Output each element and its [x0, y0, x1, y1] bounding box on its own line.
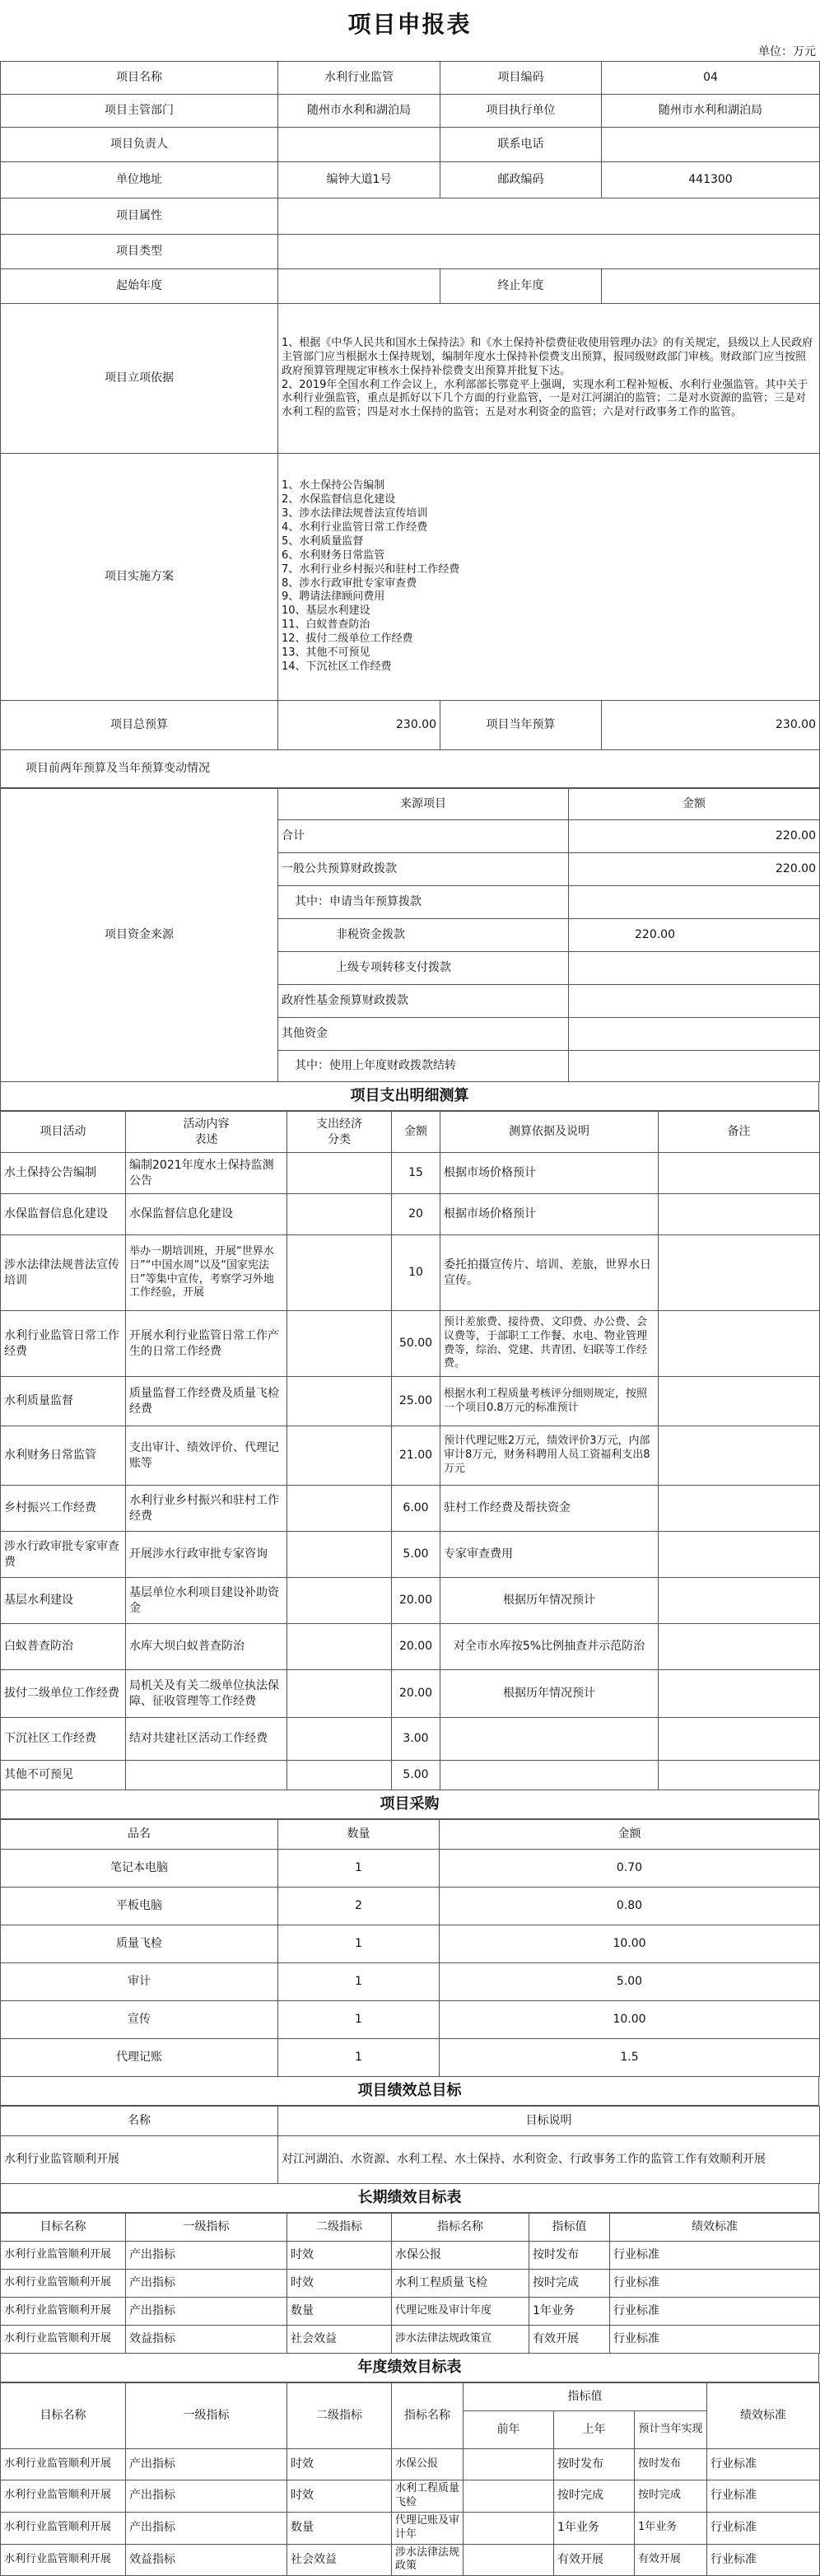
expense-activity: 基层水利建设 — [1, 1578, 126, 1624]
annual-std: 行业标准 — [707, 2544, 820, 2576]
expense-class — [287, 1624, 392, 1670]
annual-std: 行业标准 — [707, 2512, 820, 2544]
expense-class — [287, 1194, 392, 1235]
expense-basis — [440, 1761, 659, 1790]
expense-desc: 支出审计、绩效评价、代理记账等 — [126, 1426, 287, 1486]
overall-goal-header-desc: 目标说明 — [278, 2107, 820, 2136]
long-term-header-l2: 二级指标 — [287, 2214, 392, 2242]
funding-table — [0, 788, 820, 1082]
procurement-qty: 1 — [278, 2001, 440, 2039]
funding-row-amount: 220.00 — [569, 853, 820, 886]
annual-header-l2: 二级指标 — [287, 2383, 392, 2449]
table-row — [1, 2544, 820, 2576]
expense-activity: 白蚁普查防治 — [1, 1624, 126, 1670]
long-term-table — [0, 2213, 820, 2354]
annual-header-std: 绩效标准 — [707, 2383, 820, 2449]
long-term-ind: 水保公报 — [392, 2242, 529, 2270]
long-term-header-l1: 一级指标 — [126, 2214, 287, 2242]
annual-cur: 有效开展 — [635, 2544, 707, 2576]
annual-last: 有效开展 — [554, 2544, 635, 2576]
funding-row-name: 其中：申请当年预算拨款 — [278, 886, 569, 919]
procurement-table — [0, 1819, 820, 2077]
procurement-name: 宣传 — [1, 2001, 278, 2039]
table-row — [1, 1377, 820, 1426]
funding-row-amount — [569, 886, 820, 919]
funding-row-amount: 220.00 — [569, 919, 820, 952]
long-term-val: 按时完成 — [529, 2270, 610, 2298]
project-name-label: 项目名称 — [1, 62, 278, 95]
annual-table — [0, 2382, 820, 2576]
long-term-val: 按时发布 — [529, 2242, 610, 2270]
expense-note — [659, 1311, 820, 1377]
long-term-goal: 水利行业监管顺利开展 — [1, 2242, 126, 2270]
annual-last: 按时发布 — [554, 2449, 635, 2480]
expense-note — [659, 1377, 820, 1426]
procurement-header-amount: 金额 — [440, 1820, 820, 1850]
attr-label: 项目属性 — [1, 198, 278, 235]
expense-basis: 预计代理记账2万元，绩效评价3万元，内部审计8万元，财务科聘用人员工资福利支出8万元 — [440, 1426, 659, 1486]
procurement-amount: 10.00 — [440, 1925, 820, 1963]
table-row — [1, 2449, 820, 2480]
annual-header-ind: 指标名称 — [392, 2383, 464, 2449]
annual-last: 按时完成 — [554, 2480, 635, 2513]
expense-basis: 预计差旅费、接待费、文印费、办公费、会议费等，于部职工工作餐、水电、物业管理费等，综治、党建、共青团、妇联等工作经费。 — [440, 1311, 659, 1377]
expense-amount: 6.00 — [392, 1486, 440, 1532]
attr-value — [278, 198, 820, 235]
table-row — [1, 2242, 820, 2270]
long-term-goal: 水利行业监管顺利开展 — [1, 2326, 126, 2354]
procurement-name: 平板电脑 — [1, 1888, 278, 1925]
expense-note — [659, 1624, 820, 1670]
expense-activity: 下沉社区工作经费 — [1, 1718, 126, 1761]
expense-basis: 根据市场价格预计 — [440, 1194, 659, 1235]
plan-text: 1、水土保持公告编制 2、水保监督信息化建设 3、涉水法律法规普法宣传培训 4、水利行业监管日常工作经费 5、水利质量监督 6、水利财务日常监管 7、水利行业乡村振兴和驻村工作经费 8、涉水行政审批专家审查费 9、聘请法律顾问费用 10、基层水利建设 11、白蚁普查防治 12、拔付二级单位工作经费 13、其他不可预见 14、下沉社区工作经费 — [278, 454, 820, 701]
table-row — [1, 2270, 820, 2298]
procurement-name: 代理记账 — [1, 2039, 278, 2077]
expense-class — [287, 1670, 392, 1718]
long-term-l2: 社会效益 — [287, 2326, 392, 2354]
expense-note — [659, 1153, 820, 1194]
expense-header-class: 支出经济 分类 — [287, 1112, 392, 1153]
expense-basis: 委托拍摄宣传片、培训、差旅，世界水日宣传。 — [440, 1235, 659, 1311]
expense-basis: 驻村工作经费及帮扶资金 — [440, 1486, 659, 1532]
expense-desc: 水库大坝白蚁普查防治 — [126, 1624, 287, 1670]
expense-header-desc: 活动内容 表述 — [126, 1112, 287, 1153]
page-title: 项目申报表 — [347, 11, 472, 38]
long-term-goal: 水利行业监管顺利开展 — [1, 2298, 126, 2326]
funding-row-amount — [569, 952, 820, 985]
procurement-amount: 0.70 — [440, 1850, 820, 1888]
long-term-l1: 产出指标 — [126, 2298, 287, 2326]
long-term-ind: 涉水法律法规政策宣 — [392, 2326, 529, 2354]
amount-header: 金额 — [569, 789, 820, 820]
expense-desc: 举办一期培训班，开展“世界水日”“中国水周”以及“国家宪法日”等集中宣传，考察学习外地工作经验，开展 — [126, 1235, 287, 1311]
long-term-std: 行业标准 — [610, 2270, 820, 2298]
expense-desc: 开展涉水行政审批专家咨询 — [126, 1532, 287, 1578]
project-name-value: 水利行业监管 — [278, 62, 440, 95]
procurement-name: 质量飞检 — [1, 1925, 278, 1963]
procurement-qty: 1 — [278, 1850, 440, 1888]
procurement-amount: 10.00 — [440, 2001, 820, 2039]
annual-ind: 水保公报 — [392, 2449, 464, 2480]
annual-std: 行业标准 — [707, 2449, 820, 2480]
expense-desc: 结对共建社区活动工作经费 — [126, 1718, 287, 1761]
expense-amount: 20.00 — [392, 1670, 440, 1718]
annual-goal: 水利行业监管顺利开展 — [1, 2449, 126, 2480]
annual-cur: 按时发布 — [635, 2449, 707, 2480]
annual-goal: 水利行业监管顺利开展 — [1, 2512, 126, 2544]
table-row — [1, 1850, 820, 1888]
funding-row-name: 其他资金 — [278, 1018, 569, 1051]
expense-desc: 水保监督信息化建设 — [126, 1194, 287, 1235]
long-term-l2: 数量 — [287, 2298, 392, 2326]
table-row — [1, 1718, 820, 1761]
long-term-l2: 时效 — [287, 2242, 392, 2270]
annual-goal: 水利行业监管顺利开展 — [1, 2480, 126, 2513]
long-term-l2: 时效 — [287, 2270, 392, 2298]
exec-label: 项目执行单位 — [440, 95, 602, 128]
total-budget-value: 230.00 — [278, 701, 440, 750]
procurement-amount: 5.00 — [440, 1963, 820, 2001]
expense-desc: 水利行业乡村振兴和驻村工作经费 — [126, 1486, 287, 1532]
expense-header-activity: 项目活动 — [1, 1112, 126, 1153]
expense-basis: 对全市水库按5%比例抽查并示范防治 — [440, 1624, 659, 1670]
expense-class — [287, 1311, 392, 1377]
annual-header-last: 上年 — [554, 2411, 635, 2449]
procurement-header-qty: 数量 — [278, 1820, 440, 1850]
table-row — [1, 1532, 820, 1578]
expense-note — [659, 1194, 820, 1235]
procurement-qty: 1 — [278, 1925, 440, 1963]
annual-header-cur: 预计当年实现 — [635, 2411, 707, 2449]
procurement-section-title: 项目采购 — [0, 1790, 819, 1819]
expense-amount: 21.00 — [392, 1426, 440, 1486]
expense-class — [287, 1235, 392, 1311]
long-term-std: 行业标准 — [610, 2242, 820, 2270]
table-row — [1, 1670, 820, 1718]
table-row — [1, 2039, 820, 2077]
funding-row-amount: 220.00 — [569, 820, 820, 853]
expense-header-amount: 金额 — [392, 1112, 440, 1153]
table-row — [1, 2512, 820, 2544]
basic-info-table — [0, 61, 820, 788]
expense-amount: 5.00 — [392, 1532, 440, 1578]
overall-goal-desc: 对江河湖泊、水资源、水利工程、水土保持、水利资金、行政事务工作的监管工作有效顺利开展 — [278, 2136, 820, 2184]
phone-value — [602, 128, 820, 162]
long-term-std: 行业标准 — [610, 2298, 820, 2326]
expense-desc: 开展水利行业监管日常工作产生的日常工作经费 — [126, 1311, 287, 1377]
long-term-l1: 产出指标 — [126, 2270, 287, 2298]
dept-value: 随州市水利和湖泊局 — [278, 95, 440, 128]
expense-basis — [440, 1718, 659, 1761]
overall-goal-header-name: 名称 — [1, 2107, 278, 2136]
annual-l1: 产出指标 — [126, 2512, 287, 2544]
annual-prev — [464, 2512, 554, 2544]
expense-class — [287, 1377, 392, 1426]
address-value: 编钟大道1号 — [278, 162, 440, 198]
annual-l1: 产出指标 — [126, 2449, 287, 2480]
long-term-section-title: 长期绩效目标表 — [0, 2184, 819, 2213]
procurement-qty: 1 — [278, 2039, 440, 2077]
expense-note — [659, 1718, 820, 1761]
address-label: 单位地址 — [1, 162, 278, 198]
end-year-value — [602, 269, 820, 304]
expense-amount: 15 — [392, 1153, 440, 1194]
start-year-label: 起始年度 — [1, 269, 278, 304]
expense-header-basis: 测算依据及说明 — [440, 1112, 659, 1153]
expense-desc: 局机关及有关二级单位执法保障、征收管理等工作经费 — [126, 1670, 287, 1718]
table-row — [1, 1963, 820, 2001]
annual-ind: 涉水法律法规政策 — [392, 2544, 464, 2576]
annual-header-goal: 目标名称 — [1, 2383, 126, 2449]
annual-ind: 代理记账及审计年 — [392, 2512, 464, 2544]
expense-activity: 其他不可预见 — [1, 1761, 126, 1790]
annual-section-title: 年度绩效目标表 — [0, 2354, 819, 2382]
type-label: 项目类型 — [1, 235, 278, 269]
annual-l2: 时效 — [287, 2480, 392, 2513]
end-year-label: 终止年度 — [440, 269, 602, 304]
table-row — [1, 1153, 820, 1194]
expense-note — [659, 1670, 820, 1718]
annual-l1: 效益指标 — [126, 2544, 287, 2576]
expense-amount: 20.00 — [392, 1624, 440, 1670]
table-row — [1, 1925, 820, 1963]
expense-basis: 根据历年情况预计 — [440, 1670, 659, 1718]
long-term-l1: 效益指标 — [126, 2326, 287, 2354]
overall-goal-section-title: 项目绩效总目标 — [0, 2077, 819, 2106]
long-term-header-ind: 指标名称 — [392, 2214, 529, 2242]
annual-l2: 时效 — [287, 2449, 392, 2480]
project-code-label: 项目编码 — [440, 62, 602, 95]
annual-header-prev: 前年 — [464, 2411, 554, 2449]
expense-amount: 5.00 — [392, 1761, 440, 1790]
expense-activity: 拔付二级单位工作经费 — [1, 1670, 126, 1718]
long-term-header-val: 指标值 — [529, 2214, 610, 2242]
expense-amount: 20 — [392, 1194, 440, 1235]
procurement-header-name: 品名 — [1, 1820, 278, 1850]
expense-activity: 水利财务日常监管 — [1, 1426, 126, 1486]
long-term-std: 行业标准 — [610, 2326, 820, 2354]
long-term-l1: 产出指标 — [126, 2242, 287, 2270]
expense-note — [659, 1761, 820, 1790]
expense-basis: 根据历年情况预计 — [440, 1578, 659, 1624]
expense-note — [659, 1486, 820, 1532]
table-row — [1, 1311, 820, 1377]
expense-amount: 25.00 — [392, 1377, 440, 1426]
expense-note — [659, 1426, 820, 1486]
expense-activity: 水利行业监管日常工作经费 — [1, 1311, 126, 1377]
annual-header-val: 指标值 — [464, 2383, 707, 2411]
leader-label: 项目负责人 — [1, 128, 278, 162]
procurement-qty: 2 — [278, 1888, 440, 1925]
expense-desc — [126, 1761, 287, 1790]
expense-note — [659, 1578, 820, 1624]
funding-row-name: 其中：使用上年度财政拨款结转 — [278, 1051, 569, 1082]
exec-value: 随州市水利和湖泊局 — [602, 95, 820, 128]
funding-row-amount — [569, 985, 820, 1018]
long-term-header-std: 绩效标准 — [610, 2214, 820, 2242]
expense-activity: 涉水行政审批专家审查费 — [1, 1532, 126, 1578]
table-row — [1, 1888, 820, 1925]
expense-activity: 涉水法律法规普法宣传培训 — [1, 1235, 126, 1311]
expense-basis: 根据水利工程质量考核评分细则规定，按照一个项目0.8万元的标准预计 — [440, 1377, 659, 1426]
procurement-name: 笔记本电脑 — [1, 1850, 278, 1888]
expense-desc: 编制2021年度水土保持监测公告 — [126, 1153, 287, 1194]
procurement-name: 审计 — [1, 1963, 278, 2001]
plan-label: 项目实施方案 — [1, 454, 278, 701]
expense-section-title: 项目支出明细测算 — [0, 1082, 819, 1111]
expense-class — [287, 1578, 392, 1624]
table-row — [1, 1194, 820, 1235]
dept-label: 项目主管部门 — [1, 95, 278, 128]
long-term-ind: 代理记账及审计年度 — [392, 2298, 529, 2326]
table-row — [1, 1761, 820, 1790]
funding-row-name: 上级专项转移支付拨款 — [278, 952, 569, 985]
table-row — [1, 2326, 820, 2354]
expense-class — [287, 1153, 392, 1194]
annual-l2: 社会效益 — [287, 2544, 392, 2576]
expense-amount: 50.00 — [392, 1311, 440, 1377]
funding-row-amount — [569, 1018, 820, 1051]
unit-label: 单位：万元 — [758, 45, 816, 58]
funding-row-name: 一般公共预算财政拨款 — [278, 853, 569, 886]
annual-prev — [464, 2449, 554, 2480]
expense-amount: 10 — [392, 1235, 440, 1311]
basis-label: 项目立项依据 — [1, 304, 278, 454]
zip-label: 邮政编码 — [440, 162, 602, 198]
expense-basis: 根据市场价格预计 — [440, 1153, 659, 1194]
zip-value: 441300 — [602, 162, 820, 198]
procurement-amount: 1.5 — [440, 2039, 820, 2077]
annual-ind: 水利工程质量飞检 — [392, 2480, 464, 2513]
expense-activity: 水保监督信息化建设 — [1, 1194, 126, 1235]
expense-amount: 20.00 — [392, 1578, 440, 1624]
phone-label: 联系电话 — [440, 128, 602, 162]
expense-activity: 乡村振兴工作经费 — [1, 1486, 126, 1532]
annual-l1: 产出指标 — [126, 2480, 287, 2513]
annual-l2: 数量 — [287, 2512, 392, 2544]
expense-basis: 专家审查费用 — [440, 1532, 659, 1578]
expense-desc: 基层单位水利项目建设补助资金 — [126, 1578, 287, 1624]
annual-std: 行业标准 — [707, 2480, 820, 2513]
funding-row-name: 合计 — [278, 820, 569, 853]
expense-activity: 水土保持公告编制 — [1, 1153, 126, 1194]
table-row — [1, 1426, 820, 1486]
table-row — [1, 1486, 820, 1532]
expense-class — [287, 1532, 392, 1578]
annual-cur: 1年业务 — [635, 2512, 707, 2544]
table-row — [1, 2001, 820, 2039]
long-term-header-goal: 目标名称 — [1, 2214, 126, 2242]
expense-note — [659, 1532, 820, 1578]
expense-header-note: 备注 — [659, 1112, 820, 1153]
year-budget-value: 230.00 — [602, 701, 820, 750]
procurement-qty: 1 — [278, 1963, 440, 2001]
source-header: 来源项目 — [278, 789, 569, 820]
project-code-value: 04 — [602, 62, 820, 95]
expense-desc: 质量监督工作经费及质量飞检经费 — [126, 1377, 287, 1426]
annual-last: 1年业务 — [554, 2512, 635, 2544]
long-term-ind: 水利工程质量飞检 — [392, 2270, 529, 2298]
long-term-goal: 水利行业监管顺利开展 — [1, 2270, 126, 2298]
expense-class — [287, 1426, 392, 1486]
expense-class — [287, 1761, 392, 1790]
start-year-value — [278, 269, 440, 304]
annual-goal: 水利行业监管顺利开展 — [1, 2544, 126, 2576]
table-row — [1, 1235, 820, 1311]
annual-header-l1: 一级指标 — [126, 2383, 287, 2449]
long-term-val: 有效开展 — [529, 2326, 610, 2354]
annual-cur: 按时完成 — [635, 2480, 707, 2513]
total-budget-label: 项目总预算 — [1, 701, 278, 750]
table-row — [1, 1624, 820, 1670]
long-term-val: 1年业务 — [529, 2298, 610, 2326]
annual-prev — [464, 2480, 554, 2513]
basis-text: 1、根据《中华人民共和国水土保持法》和《水土保持补偿费征收使用管理办法》的有关规定，县级以上人民政府主管部门应当根据水土保持规划，编制年度水土保持补偿费支出预算，报同级财政部门审核。财政部门应当按照政府预算管理规定审核水土保持补偿费支出预算并批复下达。 2、2019年全国水利工作会议上，水利部部长鄂竟平上强调，实现水利工程补短板、水利行业强监管。其中关于水利行业强监管，重点是抓好以下几个方面的行业监管，一是对江河湖泊的监管；二是对水资源的监管；三是对水利工程的监管；四是对水土保持的监管；五是对水利资金的监管；六是对行政事务工作的监管。 — [278, 304, 820, 454]
funding-row-name: 政府性基金预算财政拨款 — [278, 985, 569, 1018]
year-budget-label: 项目当年预算 — [440, 701, 602, 750]
table-row — [1, 2298, 820, 2326]
table-row — [1, 1578, 820, 1624]
overall-goal-name: 水利行业监管顺利开展 — [1, 2136, 278, 2184]
overall-goal-table — [0, 2106, 820, 2184]
expense-amount: 3.00 — [392, 1718, 440, 1761]
budget-change-label: 项目前两年预算及当年预算变动情况 — [1, 750, 820, 788]
expense-note — [659, 1235, 820, 1311]
leader-value — [278, 128, 440, 162]
expense-activity: 水利质量监督 — [1, 1377, 126, 1426]
funding-row-name: 非税资金拨款 — [278, 919, 569, 952]
procurement-amount: 0.80 — [440, 1888, 820, 1925]
funding-label: 项目资金来源 — [1, 789, 278, 1082]
expense-class — [287, 1718, 392, 1761]
type-value — [278, 235, 820, 269]
table-row — [1, 2480, 820, 2513]
expense-table — [0, 1111, 820, 1790]
expense-class — [287, 1486, 392, 1532]
funding-row-amount — [569, 1051, 820, 1082]
annual-prev — [464, 2544, 554, 2576]
